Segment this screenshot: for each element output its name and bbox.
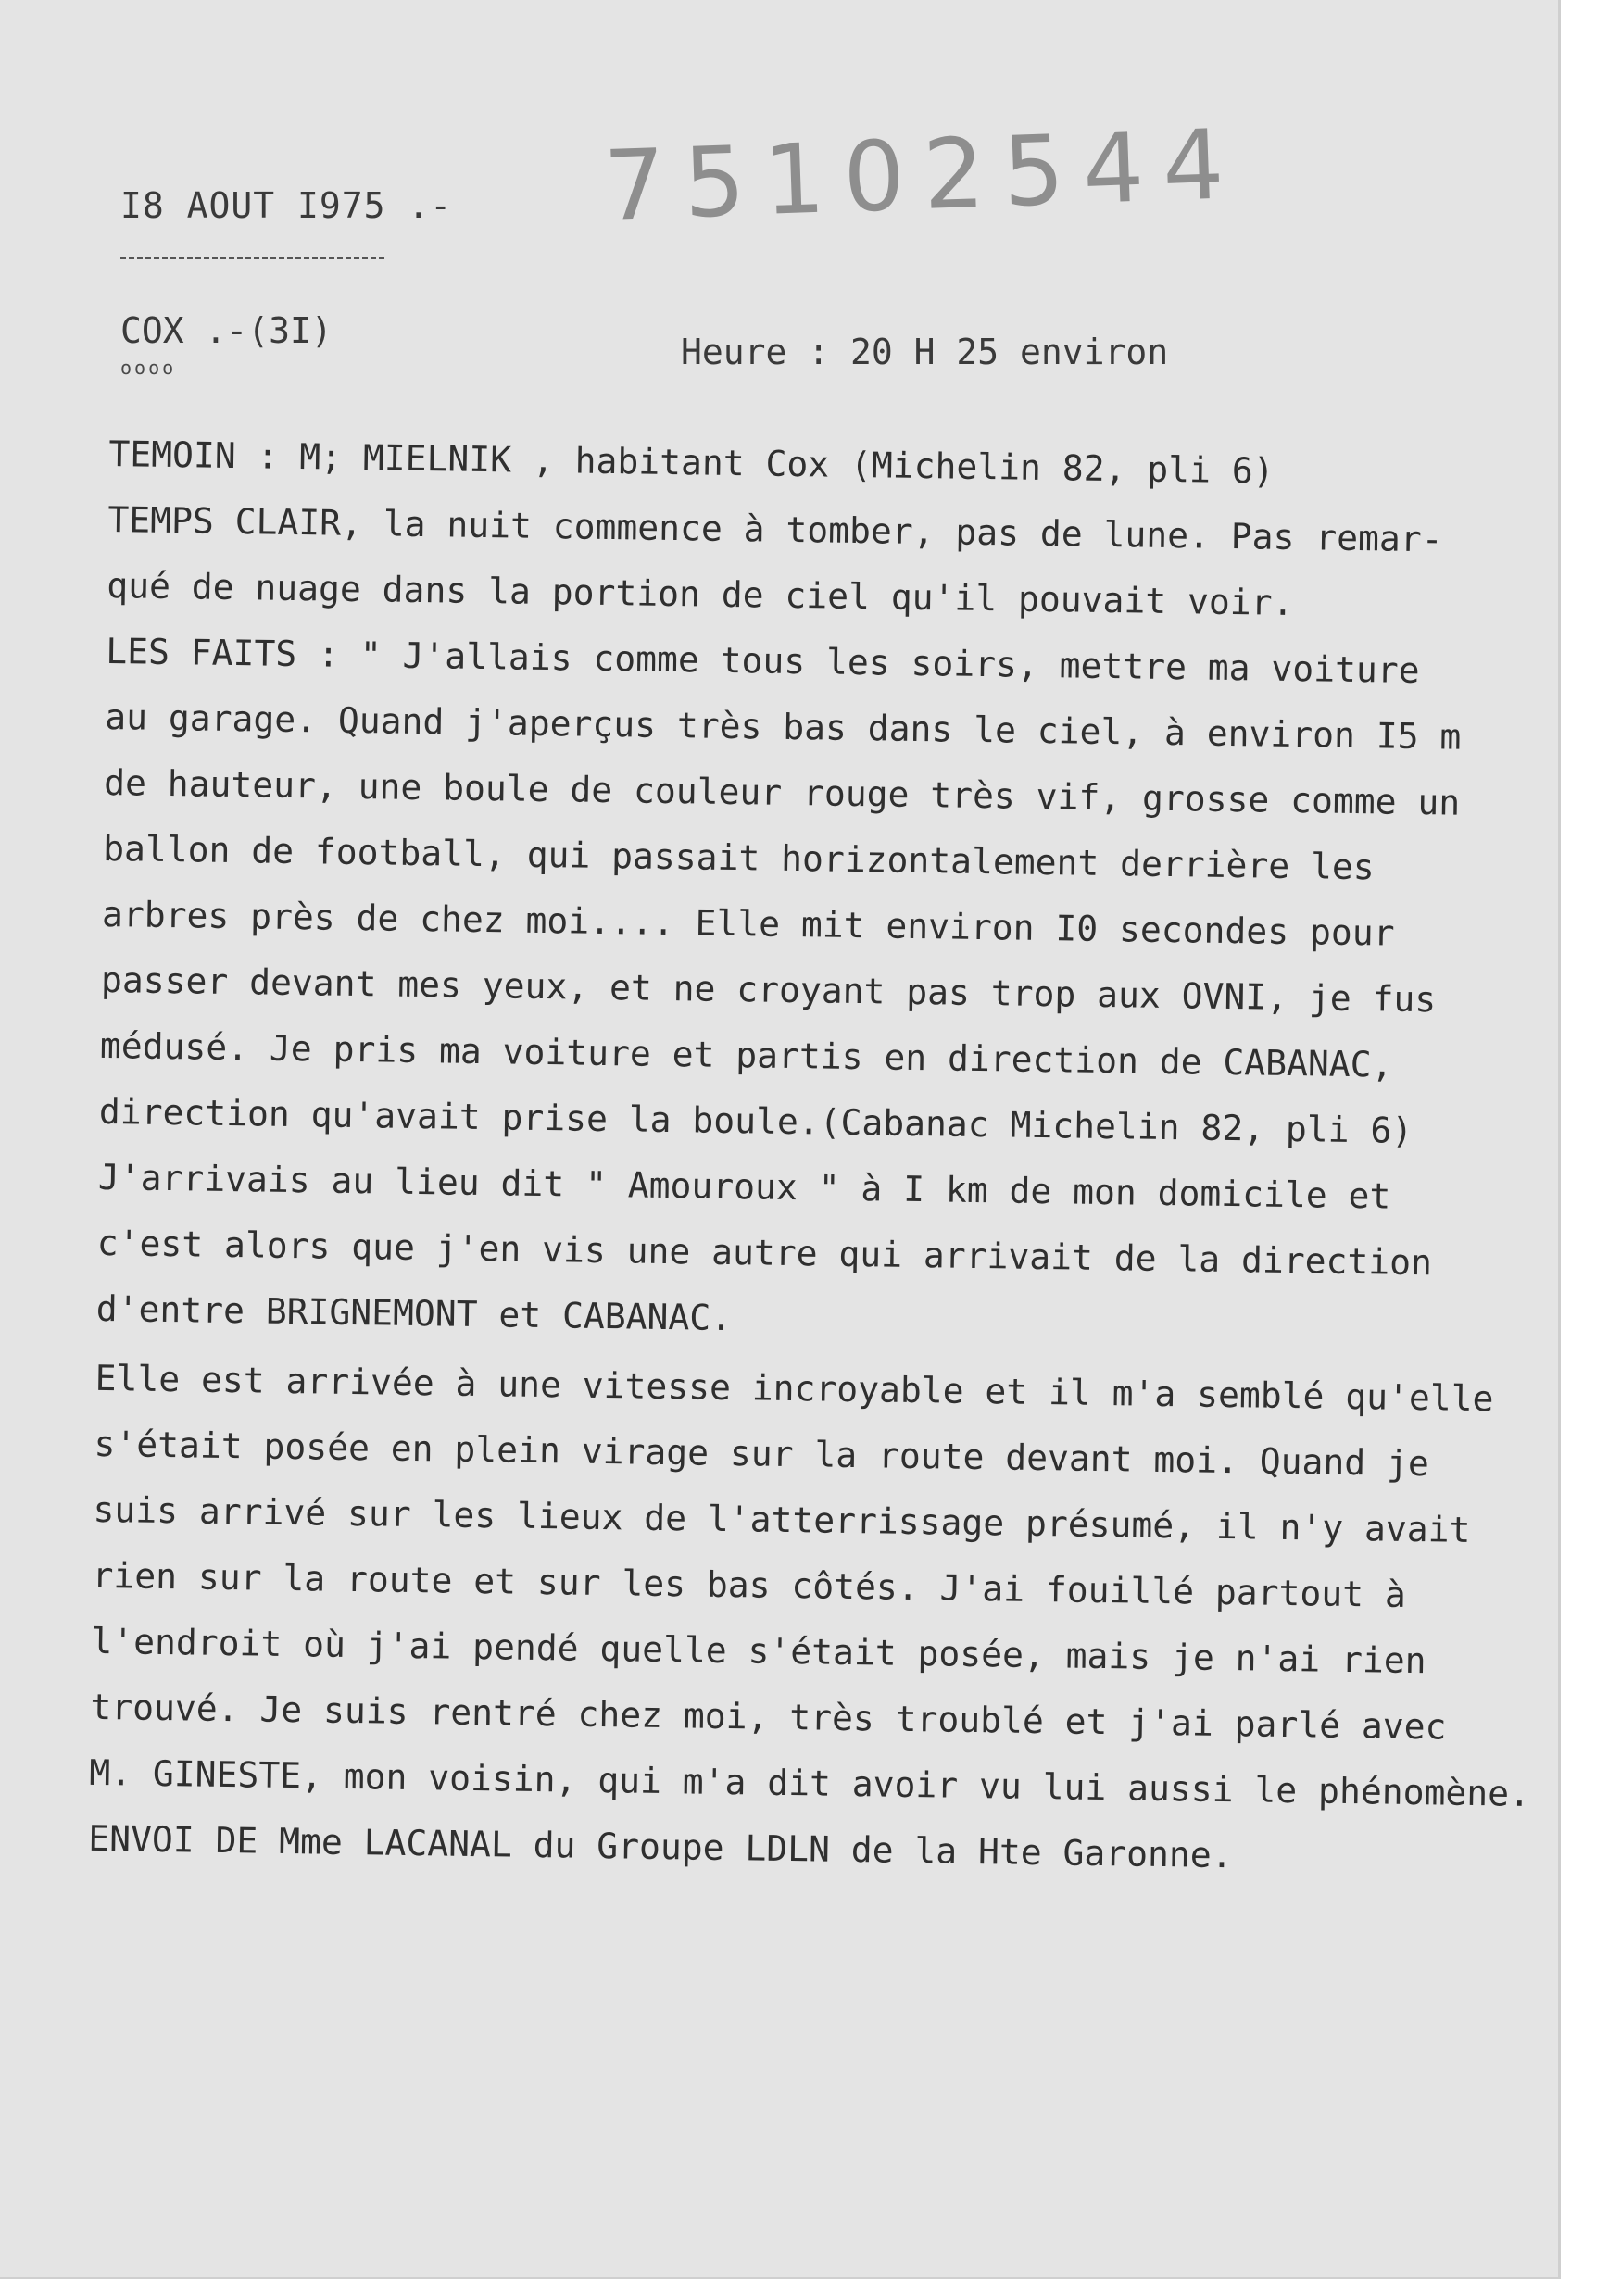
body-line-sender: ENVOI DE Mme LACANAL du Groupe LDLN de la Hte Garonne. [87, 1817, 1233, 1876]
time-of-sighting: Heure : 20 H 25 environ [681, 332, 1169, 372]
body-line: arbres près de chez moi.... Elle mit environ I0 secondes pour [101, 893, 1395, 954]
body-line: Elle est arrivée à une vitesse incroyable et il m'a semblé qu'elle [94, 1357, 1494, 1420]
body-line: M. GINESTE, mon voisin, qui m'a dit avoir vu lui aussi le phénomène. [89, 1751, 1531, 1814]
body-line: TEMPS CLAIR, la nuit commence à tomber, pas de lune. Pas remar- [107, 498, 1443, 560]
body-line: direction qu'avait prise la boule.(Cabanac Michelin 82, pli 6) [98, 1090, 1414, 1151]
report-date: I8 AOUT I975 .- [120, 185, 453, 226]
location-heading: COX .-(3I) [120, 310, 333, 351]
body-line: ballon de football, qui passait horizontalement derrière les [102, 827, 1376, 888]
body-line: au garage. Quand j'aperçus très bas dans le ciel, à environ I5 m [104, 696, 1462, 758]
body-line: d'entre BRIGNEMONT et CABANAC. [95, 1287, 733, 1339]
body-line: rien sur la route et sur les bas côtés. J'ai fouillé partout à [92, 1554, 1407, 1615]
location-underline-mark: oooo [120, 357, 177, 379]
body-line-witness: TEMOIN : M; MIELNIK , habitant Cox (Michelin 82, pli 6) [108, 433, 1275, 492]
body-line: s'était posée en plein virage sur la route devant moi. Quand je [94, 1423, 1430, 1485]
body-line: médusé. Je pris ma voiture et partis en direction de CABANAC, [99, 1024, 1393, 1085]
body-line: l'endroit où j'ai pendé quelle s'était posée, mais je n'ai rien [91, 1620, 1426, 1682]
body-line: c'est alors que j'en vis une autre qui arrivait de la direction [96, 1222, 1433, 1284]
body-line: trouvé. Je suis rentré chez moi, très troublé et j'ai parlé avec [90, 1686, 1447, 1748]
date-underline [120, 257, 384, 259]
body-line: J'arrivais au lieu dit " Amouroux " à I km de mon domicile et [97, 1156, 1391, 1217]
body-line: passer devant mes yeux, et ne croyant pas trop aux OVNI, je fus [100, 959, 1437, 1021]
body-line-facts: LES FAITS : " J'allais comme tous les soirs, mettre ma voiture [105, 630, 1420, 692]
body-line: de hauteur, une boule de couleur rouge très vif, grosse comme un [103, 761, 1461, 823]
reference-number-stamp: 75102544 [602, 107, 1245, 243]
body-line: qué de nuage dans la portion de ciel qu'il pouvait voir. [107, 564, 1294, 623]
report-body [88, 421, 1554, 1893]
body-line: suis arrivé sur les lieux de l'atterrissage présumé, il n'y avait [93, 1488, 1471, 1550]
